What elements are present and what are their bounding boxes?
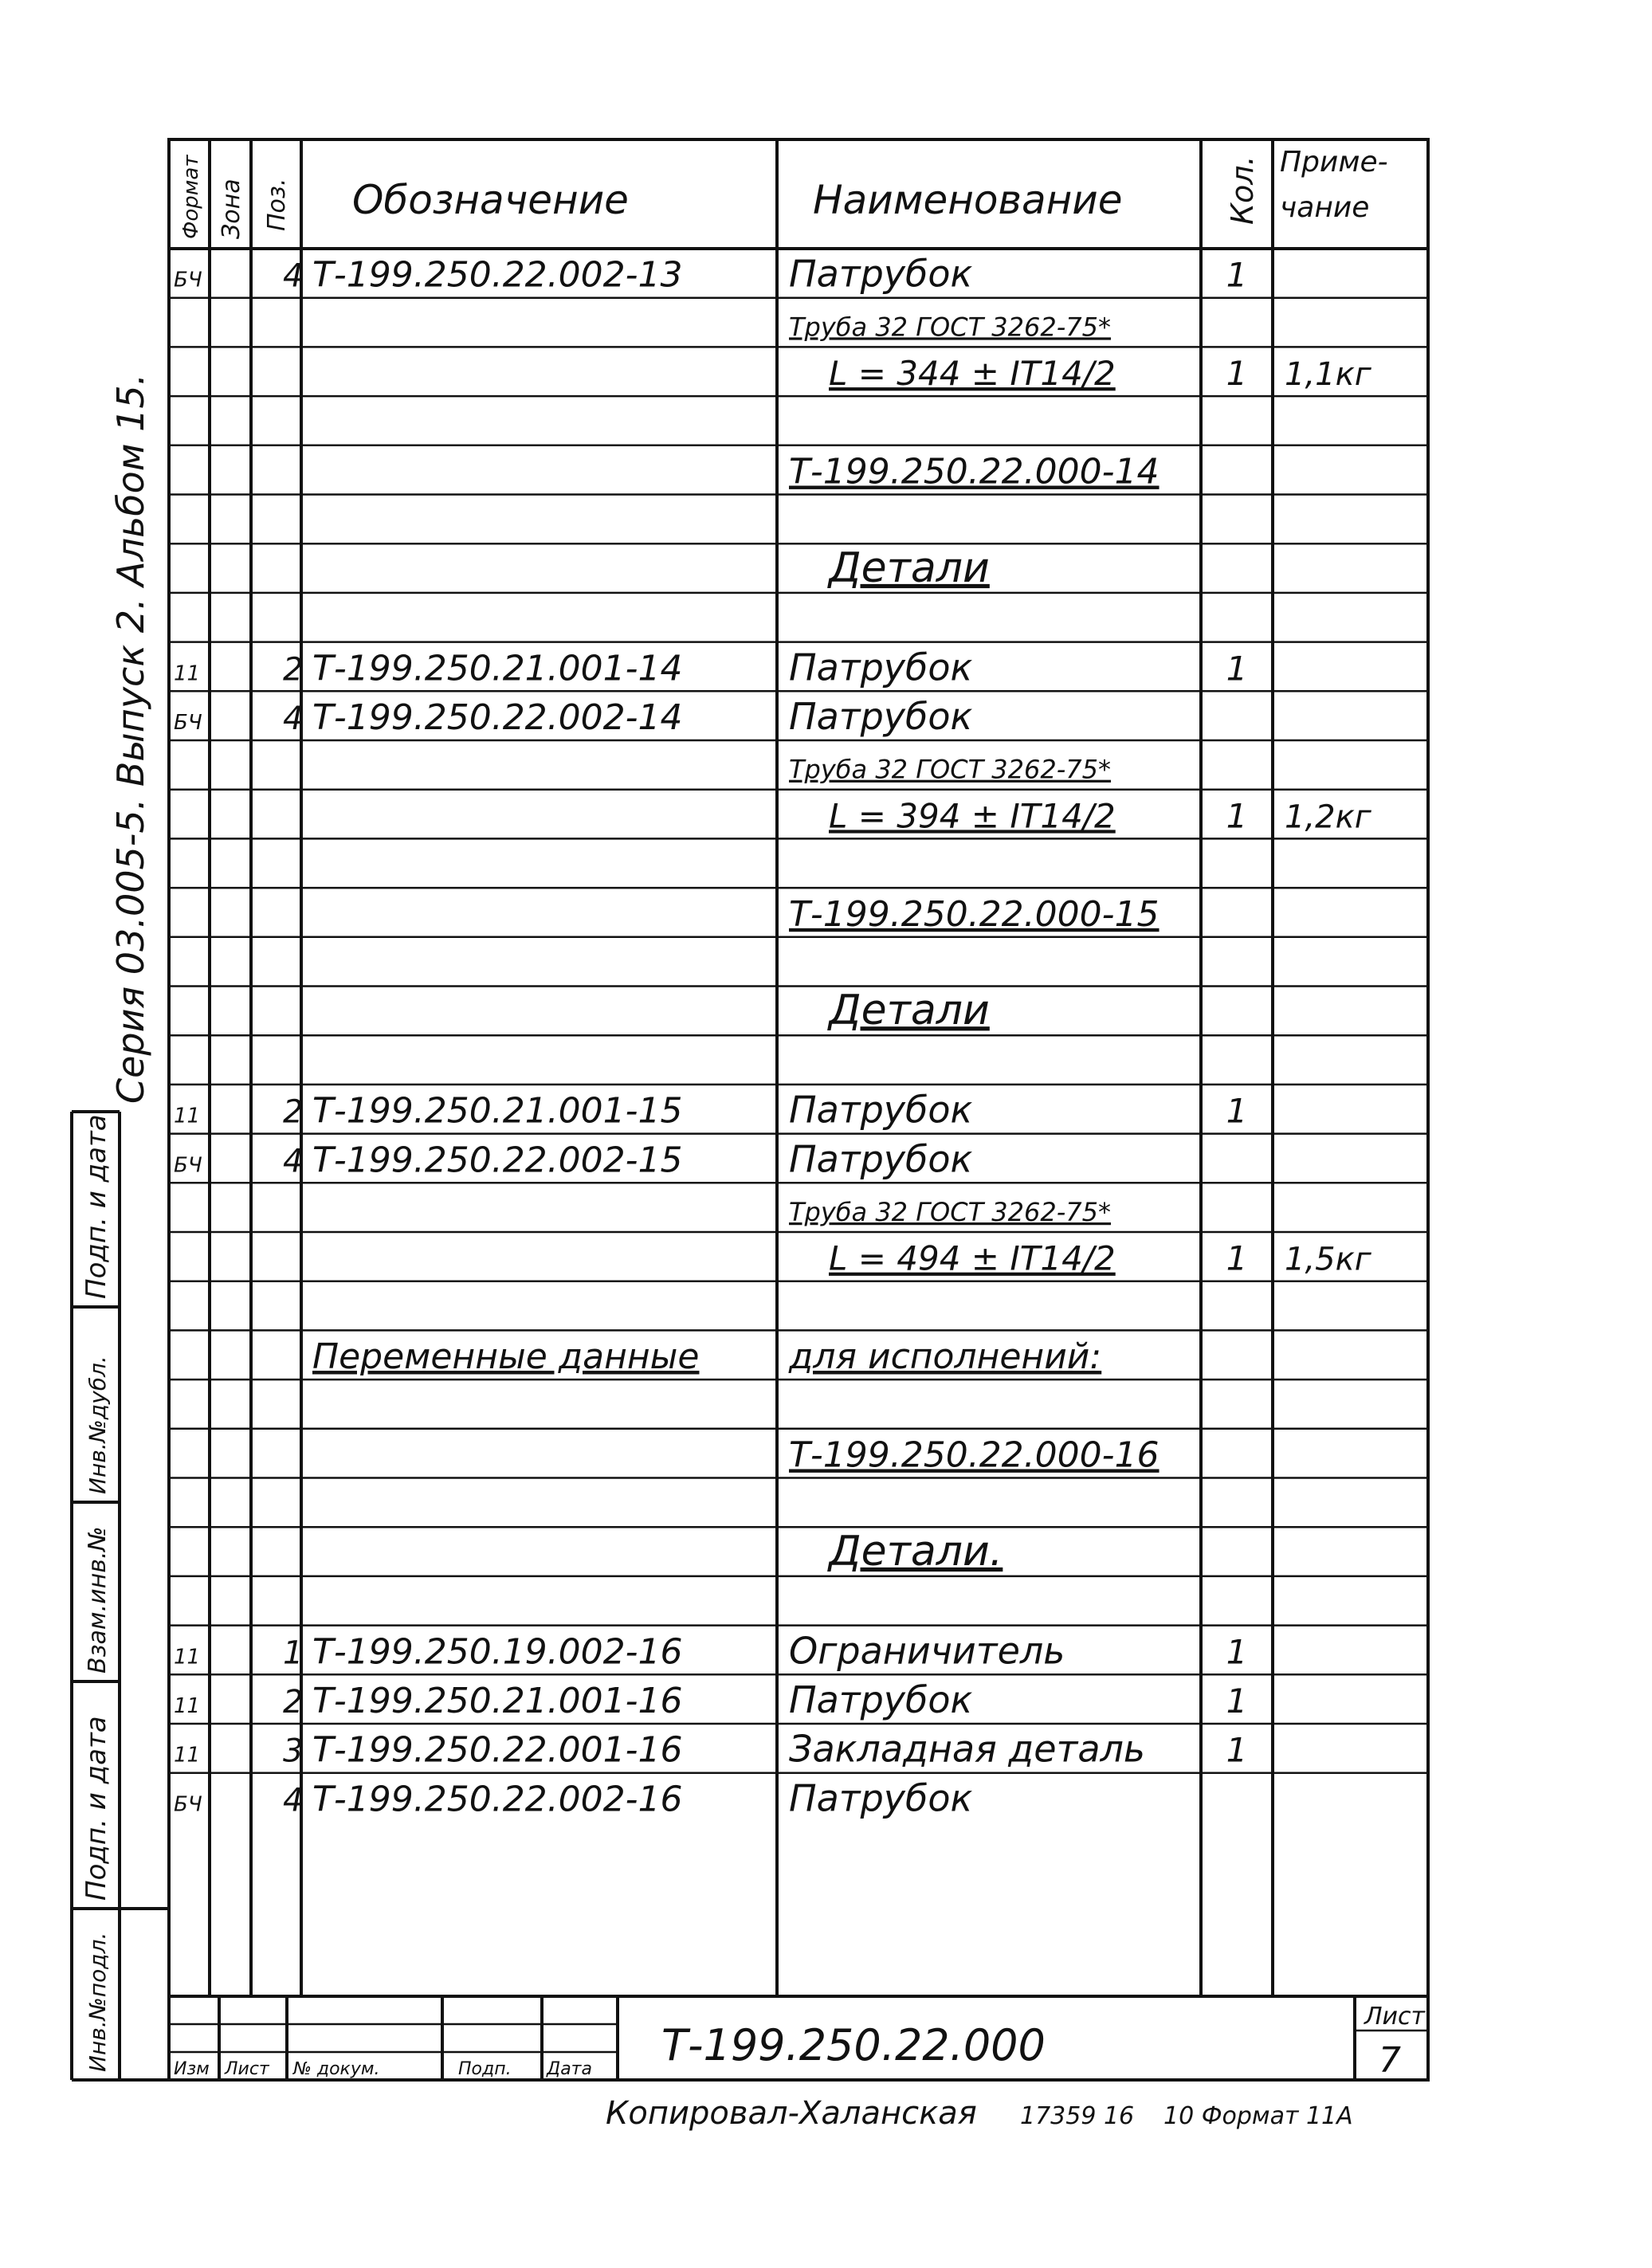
row-designation: Т-199.250.22.002-16 <box>312 1779 683 1820</box>
row-qty: 1 <box>1226 649 1248 689</box>
row-pos: 2 <box>283 1093 304 1131</box>
header-name: Наименование <box>813 177 1123 223</box>
tb-col-data: Дата <box>547 2059 592 2079</box>
stamp-label-inv-podl: Инв.№подл. <box>84 1932 111 2072</box>
row-pos: 4 <box>283 1782 304 1819</box>
header-zone: Зона <box>218 179 245 239</box>
row-format: БЧ <box>174 711 202 735</box>
header-note: Приме- чание <box>1280 146 1388 224</box>
row-format: 11 <box>174 1694 201 1718</box>
row-designation: Т-199.250.21.001-14 <box>312 648 683 689</box>
row-format: БЧ <box>174 268 202 292</box>
footer <box>606 2095 1353 2132</box>
row-designation: Т-199.250.21.001-15 <box>312 1090 683 1132</box>
header-format: Формат <box>179 155 203 239</box>
material-spec: Труба 32 ГОСТ 3262-75* <box>789 312 1111 343</box>
row-name: Патрубок <box>789 695 973 738</box>
left-stamp <box>72 374 169 2080</box>
row-designation: Т-199.250.22.002-14 <box>312 697 683 738</box>
sheet-number: 7 <box>1379 2040 1401 2081</box>
row-pos: 4 <box>283 257 304 295</box>
header-designation: Обозначение <box>352 177 629 223</box>
length-spec: L = 344 ± IT14/2 <box>829 354 1116 394</box>
row-designation: Т-199.250.19.002-16 <box>312 1631 683 1673</box>
row-pos: 3 <box>283 1732 304 1770</box>
stamp-label-podp-data-2: Подп. и дата <box>80 1114 112 1299</box>
doc-number: Т-199.250.22.000 <box>661 2020 1046 2070</box>
variant-designation: Т-199.250.22.000-14 <box>789 451 1160 492</box>
row-designation: Т-199.250.22.001-16 <box>312 1729 683 1771</box>
row-format: БЧ <box>174 1153 202 1178</box>
table-header <box>179 146 1397 239</box>
header-qty: Кол. <box>1225 155 1260 225</box>
row-name: Патрубок <box>789 1088 973 1132</box>
material-spec: Труба 32 ГОСТ 3262-75* <box>789 1197 1111 1227</box>
row-qty: 1 <box>1226 255 1248 295</box>
variant-designation: Т-199.250.22.000-16 <box>789 1434 1160 1476</box>
row-name: Закладная деталь <box>789 1727 1146 1771</box>
header-pos: Поз. <box>263 178 291 231</box>
row-name: Патрубок <box>789 1678 973 1721</box>
row-designation: Т-199.250.21.001-16 <box>312 1681 683 1721</box>
tb-col-list: Лист <box>225 2059 269 2079</box>
sheet-label: Лист <box>1364 2003 1426 2031</box>
footer-copied: Копировал-Халанская <box>606 2095 977 2132</box>
row-format: 11 <box>174 1743 201 1768</box>
row-note: 1,5кг <box>1285 1241 1371 1278</box>
section-heading: Переменные данные <box>312 1336 700 1378</box>
tb-col-dokum: № докум. <box>293 2059 380 2079</box>
row-format: 11 <box>174 661 201 686</box>
title-block <box>169 1996 1428 2081</box>
row-qty: 1 <box>1226 796 1248 836</box>
row-qty: 1 <box>1226 1681 1248 1721</box>
stamp-label-podp-data-1: Подп. и дата <box>80 1716 112 1901</box>
row-pos: 2 <box>283 651 304 689</box>
row-name: Ограничитель <box>789 1629 1065 1673</box>
tb-col-podp: Подп. <box>458 2059 512 2079</box>
row-qty: 1 <box>1226 1730 1248 1770</box>
length-spec: L = 494 ± IT14/2 <box>829 1238 1116 1278</box>
table-row-lines <box>169 298 1428 1773</box>
tb-col-izm: Изм <box>174 2059 210 2079</box>
row-name: Патрубок <box>789 252 973 296</box>
variant-designation: Т-199.250.22.000-15 <box>789 893 1160 935</box>
material-spec: Труба 32 ГОСТ 3262-75* <box>789 754 1111 785</box>
section-title: Детали <box>829 543 990 592</box>
stamp-label-inv-dubl: Инв.№дубл. <box>84 1356 111 1494</box>
footer-format: 10 Формат 11А <box>1163 2102 1353 2130</box>
row-format: 11 <box>174 1645 201 1670</box>
row-pos: 4 <box>283 700 304 737</box>
series-label: Серия 03.005-5. Выпуск 2. Альбом 15. <box>109 373 152 1104</box>
row-qty: 1 <box>1226 1632 1248 1672</box>
row-qty: 1 <box>1226 1238 1248 1278</box>
row-designation: Т-199.250.22.002-15 <box>312 1140 683 1181</box>
row-pos: 4 <box>283 1143 304 1180</box>
row-qty: 1 <box>1226 1091 1248 1131</box>
footer-order: 17359 16 <box>1020 2102 1135 2130</box>
section-title: Детали. <box>829 1527 1003 1575</box>
section-title: Детали <box>829 987 990 1035</box>
row-pos: 2 <box>283 1684 304 1721</box>
row-format: БЧ <box>174 1792 202 1817</box>
row-designation: Т-199.250.22.002-13 <box>312 254 683 296</box>
row-name: Патрубок <box>789 645 973 689</box>
stamp-label-vzam-inv: Взам.инв.№ <box>84 1526 112 1674</box>
row-pos: 1 <box>283 1634 304 1672</box>
row-qty: 1 <box>1226 354 1248 394</box>
row-format: 11 <box>174 1104 201 1128</box>
row-name: Патрубок <box>789 1137 973 1181</box>
row-name: Патрубок <box>789 1776 973 1820</box>
row-note: 1,2кг <box>1285 799 1371 836</box>
length-spec: L = 394 ± IT14/2 <box>829 796 1116 836</box>
row-note: 1,1кг <box>1285 356 1371 394</box>
section-heading: для исполнений: <box>789 1336 1102 1378</box>
